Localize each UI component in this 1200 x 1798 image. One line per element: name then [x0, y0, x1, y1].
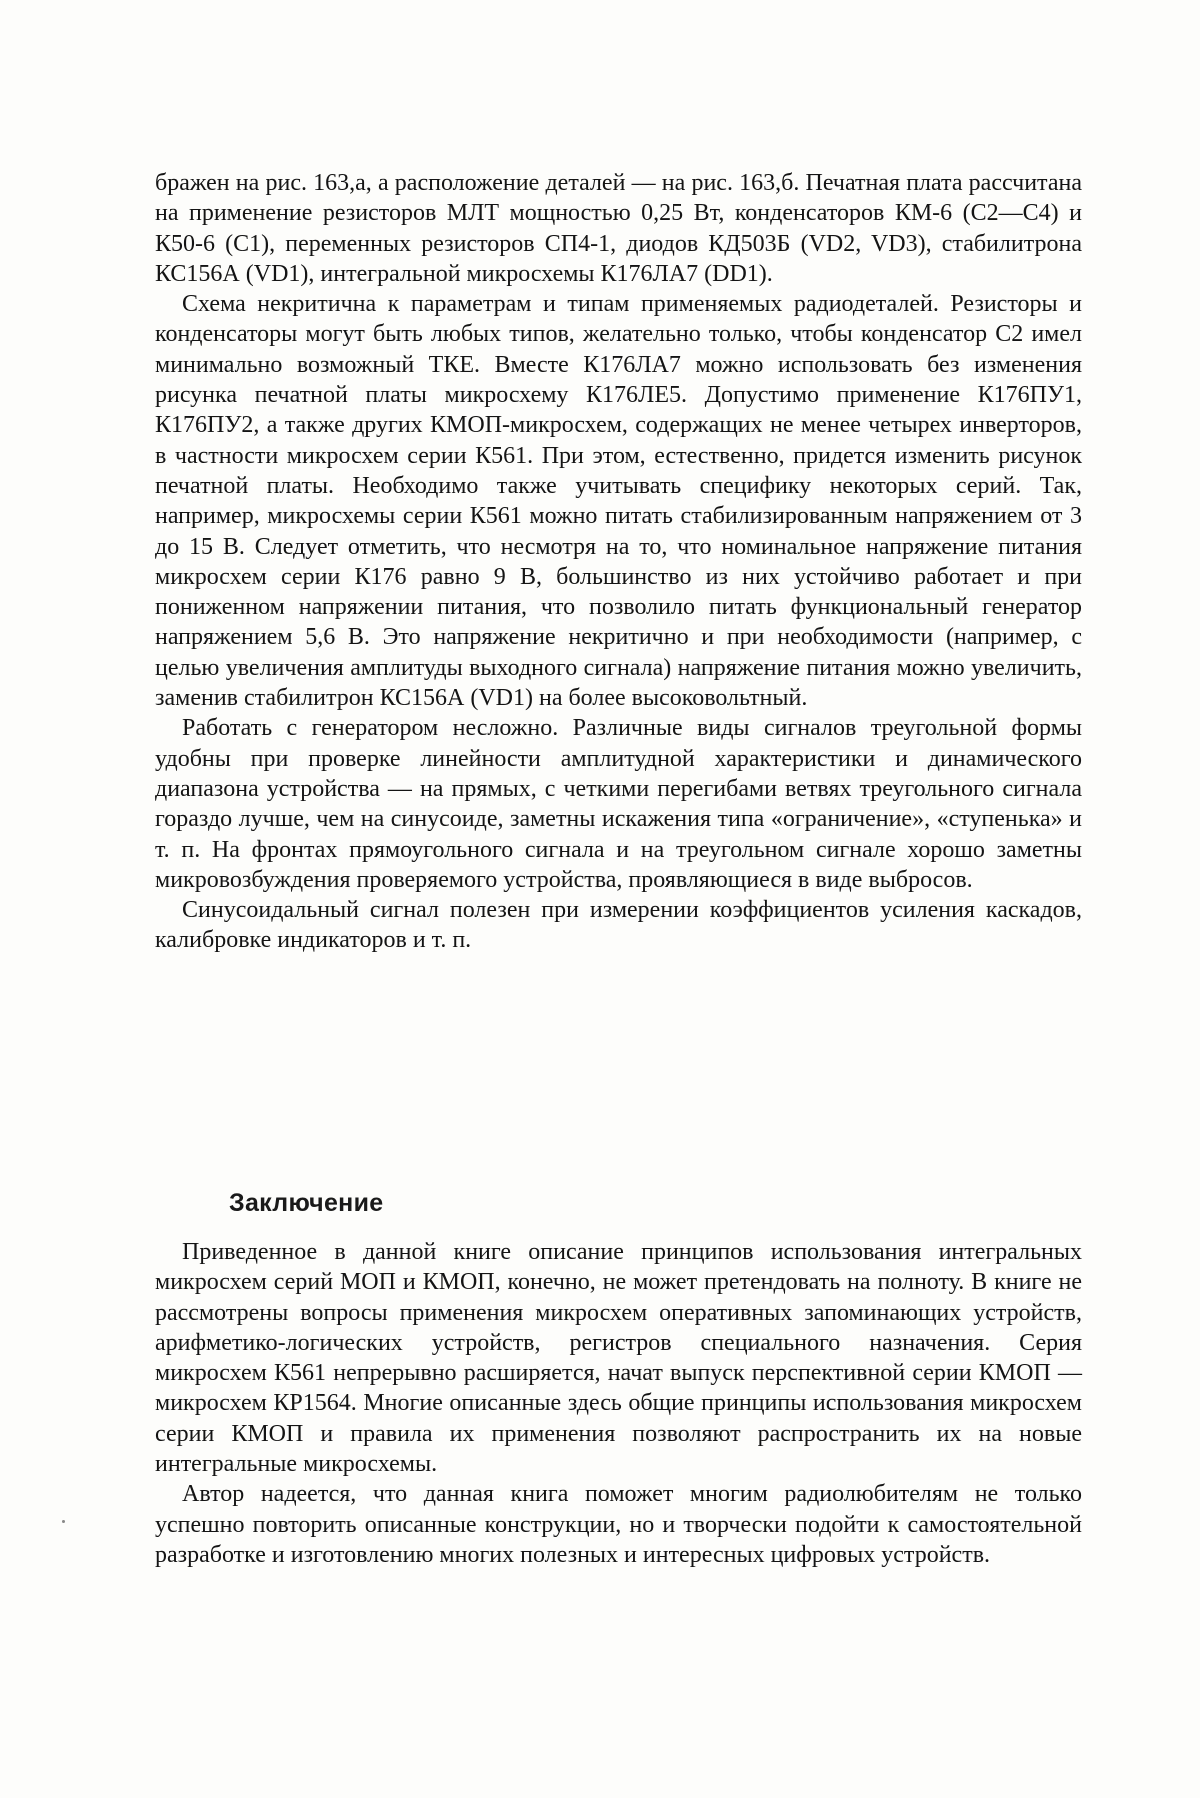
body-paragraph: Схема некритична к параметрам и типам применяемых радиодеталей. Резисторы и конденсаторы могут быть любых типов, желательно только, чтобы конденсатор С2 имел минимально возможный ТКЕ. Вместе К176ЛА7 можно использовать без изменения рисунка печатной платы микросхему К176ЛЕ5. Допустимо применение К176ПУ1, К176ПУ2, а также других КМОП-микросхем, содержащих не менее четырех инверторов, в частности микросхем серии К561. При этом, естественно, придется изменить рисунок печатной платы. Необходимо также учитывать специфику некоторых серий. Так, например, микросхемы серии К561 можно питать стабилизированным напряжением от 3 до 15 В. Следует отметить, что несмотря на то, что номинальное напряжение питания микросхем серии К176 равно 9 В, большинство из них устойчиво работает и при пониженном напряжении питания, что позволило питать функциональный генератор напряжением 5,6 В. Это напряжение некритично и при необходимости (например, с целью увеличения амплитуды выходного сигнала) напряжение питания можно увеличить, заменив стабилитрон КС156А (VD1) на более высоковольтный.	[155, 291, 1082, 712]
body-text	[155, 168, 1082, 956]
conclusion-paragraph: Автор надеется, что данная книга поможет многим радиолюбителям не только успешно повторить описанные конструкции, но и творчески подойти к самостоятельной разработке и изготовлению многих полезных и интересных цифровых устройств.	[155, 1481, 1082, 1568]
scan-speck	[62, 1520, 65, 1523]
conclusion-paragraph: Приведенное в данной книге описание принципов использования интегральных микросхем серий МОП и КМОП, конечно, не может претендовать на полноту. В книге не рассмотрены вопросы применения микросхем оперативных запоминающих устройств, арифметико-логических устройств, регистров специального назначения. Серия микросхем К561 непрерывно расширяется, начат выпуск перспективной серии КМОП — микросхем КР1564. Многие описанные здесь общие принципы использования микросхем серии КМОП и правила их применения позволяют распространить их на новые интегральные микросхемы.	[155, 1239, 1082, 1478]
body-paragraph: Работать с генератором несложно. Различные виды сигналов треугольной формы удобны при проверке линейности амплитудной характеристики и динамического диапазона устройства — на прямых, с четкими перегибами ветвях треугольного сигнала гораздо лучше, чем на синусоиде, заметны искажения типа «ограничение», «ступенька» и т. п. На фронтах прямоугольного сигнала и на треугольном сигнале хорошо заметны микровозбуждения проверяемого устройства, проявляющиеся в виде выбросов.	[155, 715, 1082, 893]
conclusion-text	[155, 1237, 1082, 1570]
section-heading: Заключение	[229, 1189, 384, 1217]
body-paragraph: Синусоидальный сигнал полезен при измерении коэффициентов усиления каскадов, калибровке индикаторов и т. п.	[155, 897, 1082, 954]
body-paragraph: бражен на рис. 163,а, а расположение деталей — на рис. 163,б. Печатная плата рассчитана на применение резисторов МЛТ мощностью 0,25 Вт, конденсаторов КМ-6 (С2—С4) и К50-6 (С1), переменных резисторов СП4-1, диодов КД503Б (VD2, VD3), стабилитрона КС156А (VD1), интегральной микросхемы К176ЛА7 (DD1).	[155, 170, 1082, 287]
